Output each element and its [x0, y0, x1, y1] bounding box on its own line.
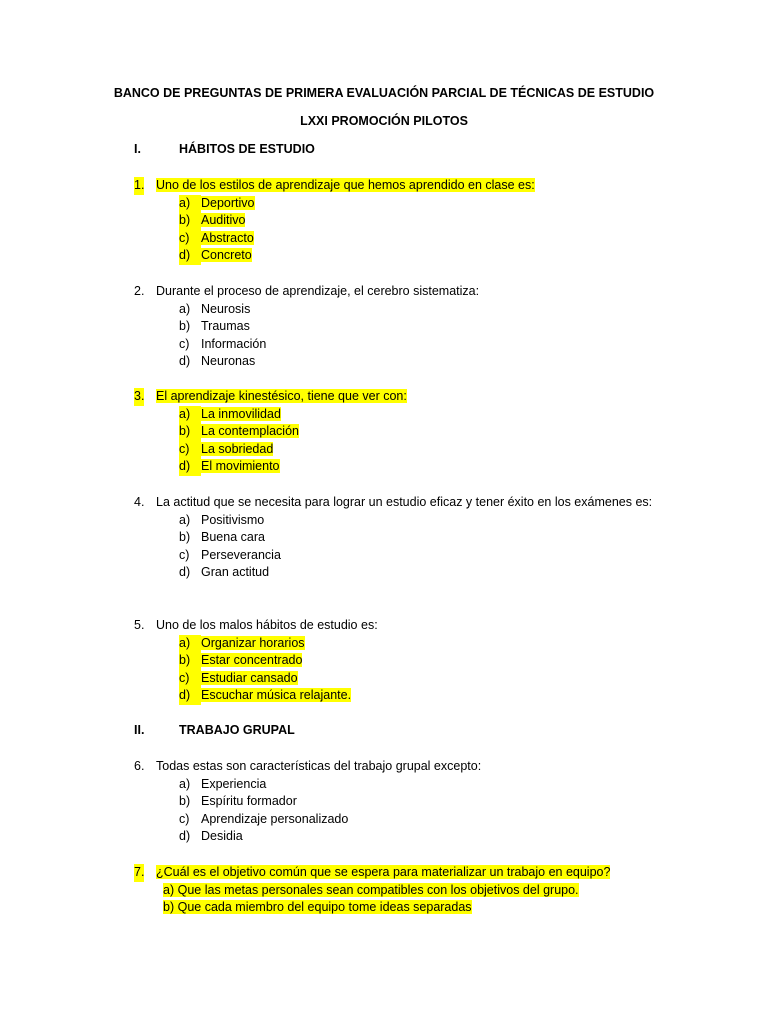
option: c) Estudiar cansado [134, 670, 654, 688]
option: b) Estar concentrado [134, 652, 654, 670]
option: a) Positivismo [179, 512, 265, 527]
question-text: Todas estas son características del trabajo grupal excepto: [156, 759, 482, 773]
section-label: TRABAJO GRUPAL [179, 723, 295, 737]
question-number: 3. [134, 388, 144, 406]
question-number: 4. [134, 495, 145, 509]
option: a) Neurosis [179, 301, 251, 316]
option: a) La inmovilidad [134, 406, 654, 424]
question-2 [134, 283, 654, 371]
question-number: 5. [134, 618, 145, 632]
option: d) Escuchar música relajante. [134, 687, 654, 705]
option: b) Auditivo [134, 212, 654, 230]
question-5 [134, 617, 654, 705]
question-text: ¿Cuál es el objetivo común que se espera para materializar un trabajo en equipo? [156, 865, 611, 879]
option: c) Abstracto [134, 230, 654, 248]
option: c) Perseverancia [179, 547, 281, 562]
option: a) Experiencia [179, 776, 267, 791]
question-text: El aprendizaje kinestésico, tiene que ver con: [156, 389, 407, 403]
option: d) Gran actitud [179, 565, 270, 580]
document-subtitle: LXXI PROMOCIÓN PILOTOS [300, 114, 468, 128]
option: a) Organizar horarios [134, 635, 654, 653]
section-number: II. [134, 723, 145, 737]
section-number: I. [134, 142, 141, 156]
question-text: Uno de los malos hábitos de estudio es: [156, 618, 378, 632]
option: c) La sobriedad [134, 441, 654, 459]
question-6 [134, 758, 654, 846]
question-number: 2. [134, 284, 145, 298]
option: d) Desidia [179, 829, 243, 844]
question-4 [134, 494, 654, 582]
section-label: HÁBITOS DE ESTUDIO [179, 142, 315, 156]
question-text: La actitud que se necesita para lograr un estudio eficaz y tener éxito en los exámenes es: [156, 495, 653, 509]
option: c) Aprendizaje personalizado [179, 811, 349, 826]
option: b) Traumas [179, 319, 250, 334]
question-number: 1. [134, 177, 144, 195]
option: b) Espíritu formador [179, 794, 297, 809]
option: d) El movimiento [134, 458, 654, 476]
question-7 [134, 864, 694, 917]
question-number: 7. [134, 864, 144, 882]
option: b) La contemplación [134, 423, 654, 441]
option: a) Deportivo [134, 195, 654, 213]
question-3 [134, 388, 654, 476]
option: b) Que cada miembro del equipo tome ideas separadas [163, 900, 472, 915]
option: c) Información [179, 336, 267, 351]
section-heading-2 [134, 723, 295, 737]
question-number: 6. [134, 759, 145, 773]
option: a) Que las metas personales sean compatibles con los objetivos del grupo. [163, 882, 579, 897]
question-text: Uno de los estilos de aprendizaje que hemos aprendido en clase es: [156, 178, 535, 192]
option: d) Neuronas [179, 354, 256, 369]
section-heading-1 [134, 142, 315, 156]
question-text: Durante el proceso de aprendizaje, el cerebro sistematiza: [156, 284, 480, 298]
option: b) Buena cara [179, 530, 265, 545]
document-title: BANCO DE PREGUNTAS DE PRIMERA EVALUACIÓN PARCIAL DE TÉCNICAS DE ESTUDIO [113, 86, 655, 100]
question-1 [134, 177, 654, 265]
option: d) Concreto [134, 247, 654, 265]
